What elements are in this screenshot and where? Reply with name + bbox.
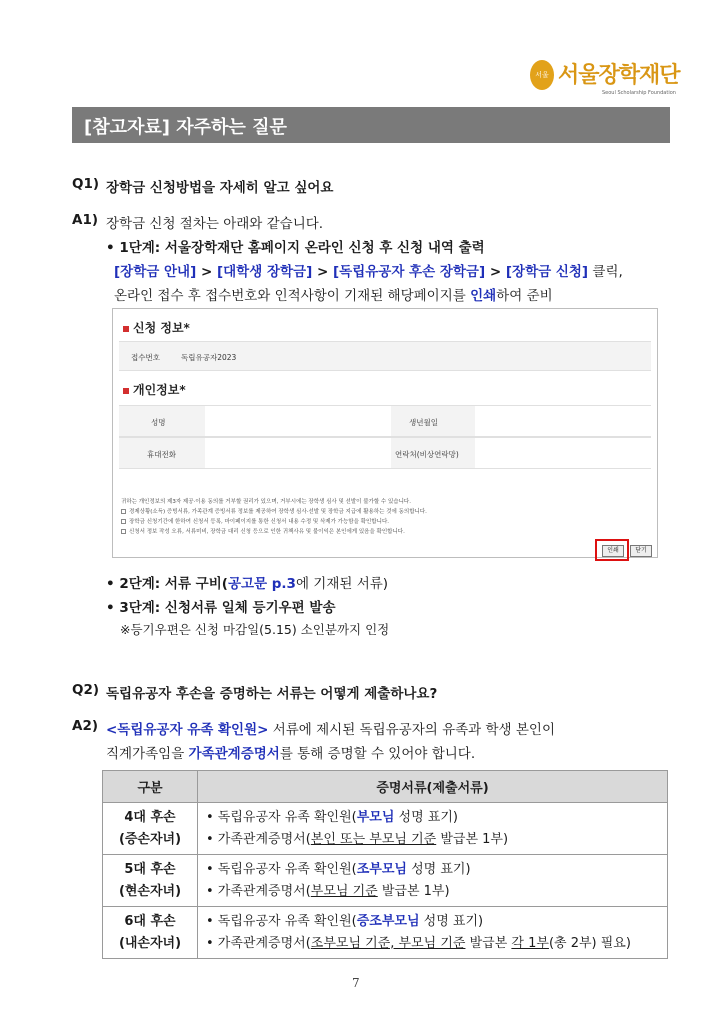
doc-text: 발급본 1부): [436, 831, 509, 847]
table-row: [103, 855, 668, 907]
step2-pre: • 2단계: 서류 구비(: [106, 576, 228, 592]
name-value-field: [205, 406, 391, 436]
a2-line2-post: 를 통해 증명할 수 있어야 합니다.: [279, 746, 476, 762]
doc-text: • 가족관계증명서(: [206, 935, 311, 951]
path-separator: >: [196, 264, 217, 280]
logo-text: 서울장학재단: [558, 63, 680, 88]
generation-sub: (증손자녀): [118, 831, 182, 847]
print-instruction-pre: 온라인 접수 후 접수번호와 인적사항이 기재된 해당페이지를: [114, 288, 471, 304]
step1-text: • 1단계: 서울장학재단 홈페이지 온라인 신청 후 신청 내역 출력: [106, 240, 485, 256]
section-personal-info-label: 개인정보*: [133, 383, 186, 397]
a1-label: A1): [72, 212, 99, 228]
doc-line: [206, 859, 667, 881]
documents-cell: [198, 855, 668, 907]
doc-text: (총 2부) 필요): [548, 935, 631, 951]
doc-text: • 가족관계증명서(: [206, 831, 311, 847]
logo-subtext: Seoul Scholarship Foundation: [602, 90, 676, 96]
a2-line1-post: 서류에 제시된 독립유공자의 유족과 학생 본인이: [268, 722, 556, 738]
documents-cell: [198, 907, 668, 959]
doc-text: • 독립유공자 유족 확인원(: [206, 913, 357, 929]
path-university: [대학생 장학금]: [216, 264, 313, 280]
q2-question: 독립유공자 후손을 증명하는 서류는 어떻게 제출하나요?: [106, 686, 438, 702]
doc-text: • 가족관계증명서(: [206, 883, 311, 899]
documents-table: [102, 770, 668, 959]
doc-underline: 부모님 기준: [310, 883, 378, 899]
consent-notice: 귀하는 개인정보의 제3자 제공·이용 동의를 거부할 권리가 있으며, 거부시에는 장학생 심사 및 선발이 불가할 수 있습니다.: [121, 499, 411, 505]
doc-text: 성명 표기): [406, 861, 471, 877]
step2-post: 에 기재된 서류): [295, 576, 389, 592]
receipt-label: 접수번호: [131, 353, 160, 362]
name-label: 성명: [151, 418, 166, 427]
a1-intro: 장학금 신청 절차는 아래와 같습니다.: [106, 216, 324, 232]
generation-cell: [103, 907, 198, 959]
step2-text: [106, 572, 388, 592]
a2-label: A2): [72, 718, 99, 734]
print-button[interactable]: 인쇄: [602, 545, 624, 557]
doc-line: [206, 829, 667, 851]
generation-label: 5대 후손: [124, 861, 176, 877]
doc-line: [206, 881, 667, 903]
doc-line: [206, 933, 667, 955]
generation-cell: [103, 803, 198, 855]
consent-item-label: 경제상황(소득) 증빙서류, 가족관계 증빙서류 정보를 제공하여 장학생 심사·선발 및 장학금 지급에 활용하는 것에 동의합니다.: [129, 509, 427, 515]
contact-value-field: [475, 438, 651, 468]
checkbox[interactable]: [121, 519, 126, 524]
bullet-square-icon: [123, 326, 129, 332]
consent-item-label: 장학금 신청기간에 한하여 신청서 등록, 마이페이지를 통한 신청서 내용 수정 및 삭제가 가능함을 확인합니다.: [129, 519, 389, 525]
documents-cell: [198, 803, 668, 855]
q2-label: Q2): [72, 682, 100, 698]
doc-underline: 각 1부: [511, 935, 549, 951]
birth-label: 생년월일: [409, 418, 438, 427]
doc-text: • 독립유공자 유족 확인원(: [206, 809, 357, 825]
confirmation-doc-highlight: <독립유공자 유족 확인원>: [106, 722, 269, 738]
print-instruction: [114, 284, 553, 304]
doc-highlight: 증조부모님: [356, 913, 420, 929]
phone-value-field: [205, 438, 391, 468]
path-descendant: [독립유공자 후손 장학금]: [332, 264, 486, 280]
consent-item[interactable]: [121, 527, 405, 535]
doc-text: • 독립유공자 유족 확인원(: [206, 861, 357, 877]
step3-text: • 3단계: 신청서류 일체 등기우편 발송: [106, 600, 336, 616]
notice-link: 공고문 p.3: [227, 576, 296, 592]
generation-label: 4대 후손: [124, 809, 176, 825]
generation-sub: (내손자녀): [118, 935, 182, 951]
doc-underline: 조부모님 기준, 부모님 기준: [310, 935, 466, 951]
mail-note: ※등기우편은 신청 마감일(5.15) 소인분까지 인정: [120, 622, 390, 637]
q1-label: Q1): [72, 176, 100, 192]
table-row: [103, 803, 668, 855]
print-instruction-post: 하여 준비: [496, 288, 553, 304]
path-tail: 클릭,: [588, 264, 623, 280]
header-category: 구분: [103, 771, 198, 803]
generation-cell: [103, 855, 198, 907]
foundation-logo: [530, 58, 680, 102]
q1-question: 장학금 신청방법을 자세히 알고 싶어요: [106, 180, 334, 196]
menu-path: [114, 260, 623, 280]
receipt-value: 독립유공자2023: [181, 353, 237, 362]
phone-row: [119, 437, 651, 469]
path-separator: >: [485, 264, 506, 280]
birth-value-field: [475, 406, 651, 436]
generation-label: 6대 후손: [124, 913, 176, 929]
phone-label: 휴대전화: [147, 450, 176, 459]
doc-line: [206, 911, 667, 933]
application-screenshot: [112, 308, 658, 558]
consent-item[interactable]: [121, 507, 427, 515]
doc-text: 발급본 1부): [377, 883, 450, 899]
header-documents: 증명서류(제출서류): [198, 771, 668, 803]
path-separator: >: [312, 264, 333, 280]
logo-emblem: 서울: [530, 60, 554, 90]
consent-item-label: 신청서 정보 작성 오류, 서류미비, 장학금 대리 신청 등으로 인한 귀책사유 및 불이익은 본인에게 있음을 확인합니다.: [129, 529, 405, 535]
doc-line: [206, 807, 667, 829]
consent-item[interactable]: [121, 517, 389, 525]
receipt-row: [119, 341, 651, 371]
table-header-row: [103, 771, 668, 803]
doc-text: 발급본: [465, 935, 512, 951]
close-button[interactable]: 닫기: [630, 545, 652, 557]
a2-line2-pre: 직계가족임을: [106, 746, 189, 762]
family-cert-highlight: 가족관계증명서: [188, 746, 280, 762]
checkbox[interactable]: [121, 509, 126, 514]
doc-highlight: 조부모님: [356, 861, 407, 877]
table-row: [103, 907, 668, 959]
section-application-info: [123, 319, 190, 336]
bullet-square-icon: [123, 388, 129, 394]
name-row: [119, 405, 651, 437]
section-application-info-label: 신청 정보*: [133, 321, 190, 335]
page-number: 7: [352, 976, 360, 990]
print-highlight: 인쇄: [470, 288, 497, 304]
page-title: [참고자료] 자주하는 질문: [84, 117, 287, 138]
a2-line1: [106, 718, 555, 738]
generation-sub: (현손자녀): [118, 883, 182, 899]
path-apply: [장학금 신청]: [505, 264, 589, 280]
contact-label: 연락처(비상연락망): [395, 450, 459, 459]
doc-text: 성명 표기): [394, 809, 458, 825]
checkbox[interactable]: [121, 529, 126, 534]
doc-underline: 본인 또는 부모님 기준: [310, 831, 437, 847]
page-title-bar: [72, 107, 670, 143]
path-scholarship-info: [장학금 안내]: [114, 264, 197, 280]
a2-line2: [106, 742, 475, 762]
section-personal-info: [123, 381, 186, 398]
doc-text: 성명 표기): [419, 913, 484, 929]
doc-highlight: 부모님: [356, 809, 395, 825]
